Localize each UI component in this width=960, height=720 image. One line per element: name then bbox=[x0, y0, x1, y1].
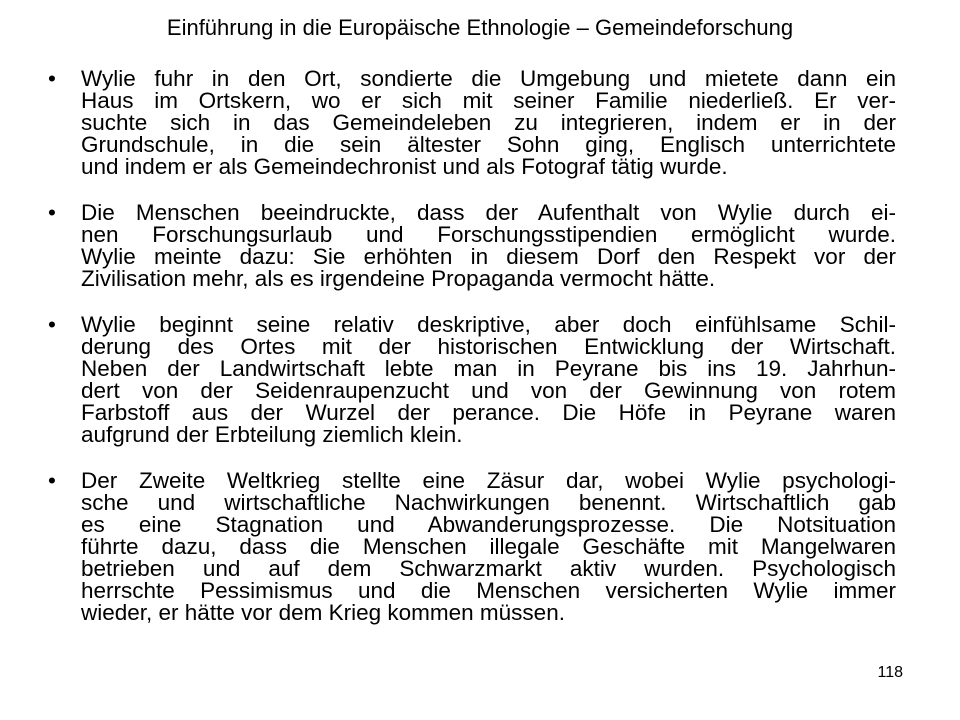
bullet-item-2 bbox=[48, 202, 896, 290]
bullet-2-line-3: Wylie meinte dazu: Sie erhöhten in diesem Dorf den Respekt vor der bbox=[81, 244, 896, 269]
bullet-4-line-2: sche und wirtschaftliche Nachwirkungen benennt. Wirtschaftlich gab bbox=[81, 490, 896, 515]
bullet-item-4 bbox=[48, 470, 896, 624]
bullet-2-line-4: Zivilisation mehr, als es irgendeine Propaganda vermocht hätte. bbox=[81, 266, 716, 291]
bullet-1-line-2: Haus im Ortskern, wo er sich mit seiner Familie niederließ. Er ver- bbox=[81, 88, 896, 113]
bullet-icon: • bbox=[48, 312, 56, 337]
bullet-4-line-1: Der Zweite Weltkrieg stellte eine Zäsur dar, wobei Wylie psychologi- bbox=[81, 468, 896, 493]
bullet-2-line-2: nen Forschungsurlaub und Forschungsstipendien ermöglicht wurde. bbox=[81, 222, 896, 247]
bullet-4-line-6: herrschte Pessimismus und die Menschen versicherten Wylie immer bbox=[81, 578, 896, 603]
bullet-2-line-1: Die Menschen beeindruckte, dass der Aufenthalt von Wylie durch ei- bbox=[81, 200, 896, 225]
bullet-3-line-6: aufgrund der Erbteilung ziemlich klein. bbox=[81, 422, 463, 447]
bullet-icon: • bbox=[48, 66, 56, 91]
bullet-4-line-3: es eine Stagnation und Abwanderungsprozesse. Die Notsituation bbox=[81, 512, 896, 537]
bullet-item-3 bbox=[48, 314, 896, 446]
bullet-3-line-5: Farbstoff aus der Wurzel der perance. Die Höfe in Peyrane waren bbox=[81, 400, 896, 425]
bullet-3-line-4: dert von der Seidenraupenzucht und von der Gewinnung von rotem bbox=[81, 378, 896, 403]
bullet-icon: • bbox=[48, 468, 56, 493]
bullet-4-line-5: betrieben und auf dem Schwarzmarkt aktiv wurden. Psychologisch bbox=[81, 556, 896, 581]
page-number: 118 bbox=[877, 664, 903, 681]
bullet-item-1 bbox=[48, 68, 896, 178]
slide-title: Einführung in die Europäische Ethnologie – Gemeindeforschung bbox=[166, 15, 794, 40]
bullet-3-line-1: Wylie beginnt seine relativ deskriptive, aber doch einfühlsame Schil- bbox=[81, 312, 896, 337]
bullet-4-line-7: wieder, er hätte vor dem Krieg kommen müssen. bbox=[81, 600, 565, 625]
bullet-3-line-2: derung des Ortes mit der historischen Entwicklung der Wirtschaft. bbox=[81, 334, 896, 359]
bullet-1-line-1: Wylie fuhr in den Ort, sondierte die Umgebung und mietete dann ein bbox=[81, 66, 896, 91]
bullet-list bbox=[48, 68, 896, 648]
bullet-4-line-4: führte dazu, dass die Menschen illegale Geschäfte mit Mangelwaren bbox=[81, 534, 896, 559]
bullet-icon: • bbox=[48, 200, 56, 225]
bullet-1-line-5: und indem er als Gemeindechronist und als Fotograf tätig wurde. bbox=[81, 154, 728, 179]
bullet-3-line-3: Neben der Landwirtschaft lebte man in Peyrane bis ins 19. Jahrhun- bbox=[81, 356, 896, 381]
bullet-1-line-4: Grundschule, in die sein ältester Sohn ging, Englisch unterrichtete bbox=[81, 132, 896, 157]
bullet-1-line-3: suchte sich in das Gemeindeleben zu integrieren, indem er in der bbox=[81, 110, 896, 135]
